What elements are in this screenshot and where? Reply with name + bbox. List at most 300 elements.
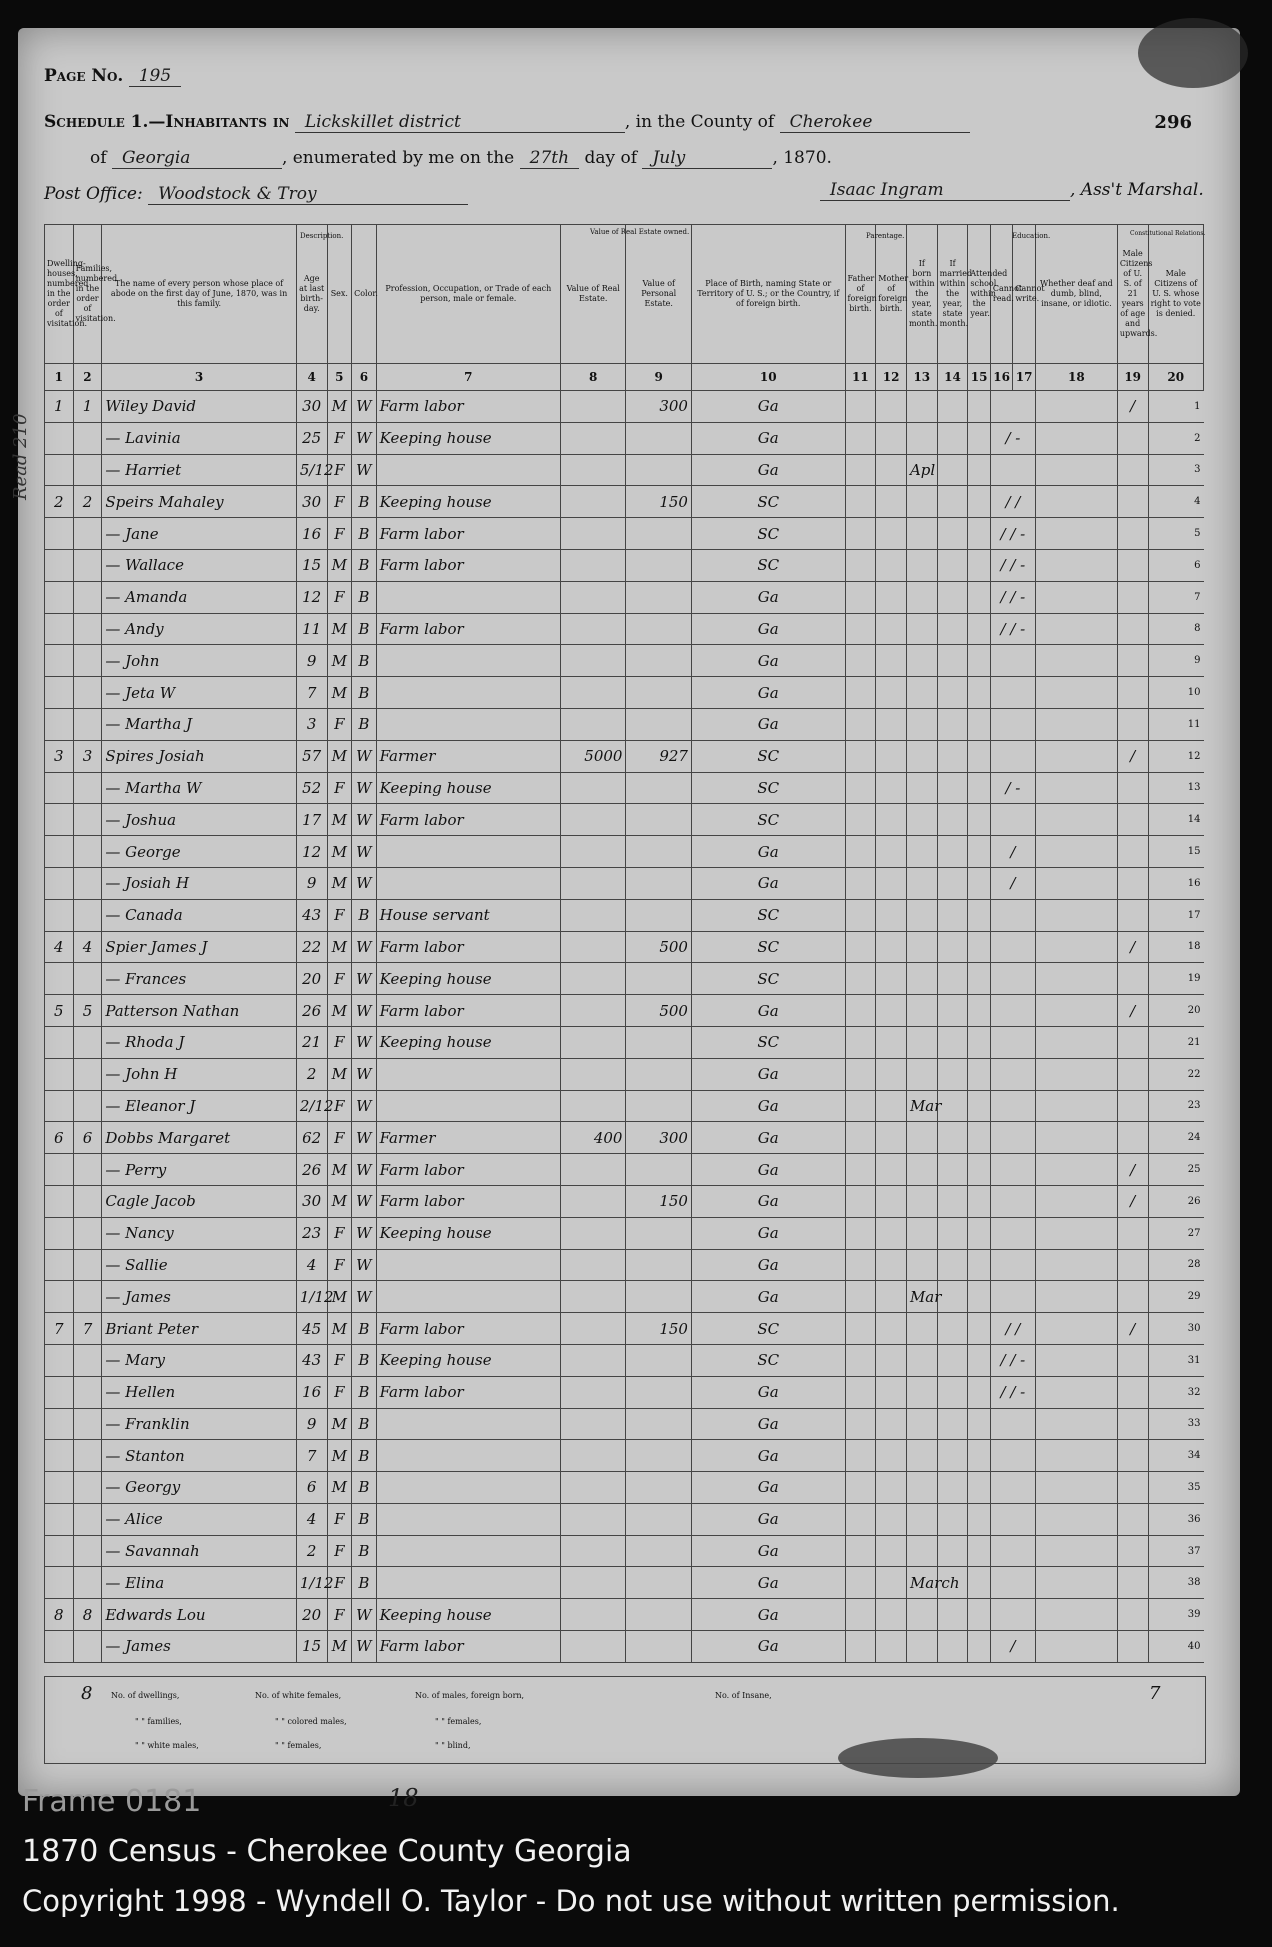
dwelling-number — [45, 1503, 74, 1535]
sex: M — [327, 613, 352, 645]
mother-foreign — [876, 1567, 907, 1599]
table-row — [45, 1503, 1204, 1535]
table-row — [45, 1376, 1204, 1408]
school — [968, 1408, 991, 1440]
father-foreign — [845, 1472, 876, 1504]
education-marks — [990, 1026, 1035, 1058]
real-estate-value — [560, 1058, 626, 1090]
line-number: 19 — [1148, 963, 1203, 995]
dwelling-number — [45, 1631, 74, 1663]
line-number: 34 — [1148, 1440, 1203, 1472]
birth-month — [906, 931, 937, 963]
age: 15 — [296, 549, 327, 581]
color: W — [352, 1058, 377, 1090]
disability — [1035, 1376, 1117, 1408]
occupation: Farmer — [376, 1122, 560, 1154]
father-foreign — [845, 454, 876, 486]
family-number — [73, 1376, 102, 1408]
summary-dwellings: No. of dwellings, — [111, 1691, 180, 1700]
married-month — [937, 1313, 968, 1345]
male-citizen-mark — [1117, 1344, 1148, 1376]
table-row — [45, 1599, 1204, 1631]
family-number — [73, 1567, 102, 1599]
disability — [1035, 645, 1117, 677]
school — [968, 1090, 991, 1122]
age: 12 — [296, 581, 327, 613]
mother-foreign — [876, 518, 907, 550]
person-name: — John — [102, 645, 297, 677]
school — [968, 1185, 991, 1217]
col-father-foreign: Father of foreign birth. — [845, 225, 876, 364]
male-citizen-mark — [1117, 1090, 1148, 1122]
father-foreign — [845, 422, 876, 454]
sex: F — [327, 422, 352, 454]
column-number: 18 — [1035, 364, 1117, 391]
col-occupation: Profession, Occupation, or Trade of each person, male or female. — [376, 225, 560, 364]
male-citizen-mark — [1117, 804, 1148, 836]
birth-month — [906, 1344, 937, 1376]
sex: M — [327, 836, 352, 868]
age: 43 — [296, 899, 327, 931]
mother-foreign — [876, 963, 907, 995]
father-foreign — [845, 1281, 876, 1313]
real-estate-value — [560, 1599, 626, 1631]
dwelling-number — [45, 1535, 74, 1567]
line-number: 20 — [1148, 995, 1203, 1027]
married-month — [937, 995, 968, 1027]
line-number: 31 — [1148, 1344, 1203, 1376]
occupation: Keeping house — [376, 1026, 560, 1058]
mother-foreign — [876, 1440, 907, 1472]
dwelling-number — [45, 613, 74, 645]
summary-insane: No. of Insane, — [715, 1691, 772, 1700]
married-month — [937, 931, 968, 963]
family-number — [73, 677, 102, 709]
education-marks — [990, 1058, 1035, 1090]
father-foreign — [845, 1313, 876, 1345]
dwelling-number: 3 — [45, 740, 74, 772]
personal-estate-value — [626, 454, 692, 486]
line-number: 33 — [1148, 1408, 1203, 1440]
post-office-line: Post Office: Woodstock & Troy — [44, 184, 468, 205]
family-number — [73, 1090, 102, 1122]
person-name: — Andy — [102, 613, 297, 645]
age: 9 — [296, 1408, 327, 1440]
table-row — [45, 1472, 1204, 1504]
color: B — [352, 486, 377, 518]
school — [968, 1281, 991, 1313]
sex: F — [327, 1090, 352, 1122]
summary-white-females: No. of white females, — [255, 1691, 342, 1700]
column-number: 11 — [845, 364, 876, 391]
family-number — [73, 549, 102, 581]
personal-estate-value — [626, 1503, 692, 1535]
person-name: — Rhoda J — [102, 1026, 297, 1058]
mother-foreign — [876, 772, 907, 804]
line-number: 27 — [1148, 1217, 1203, 1249]
table-row — [45, 422, 1204, 454]
occupation: House servant — [376, 899, 560, 931]
birthplace: Ga — [691, 867, 845, 899]
birth-month — [906, 422, 937, 454]
school — [968, 486, 991, 518]
color: B — [352, 677, 377, 709]
person-name: — Mary — [102, 1344, 297, 1376]
line-number: 11 — [1148, 708, 1203, 740]
birth-month — [906, 1535, 937, 1567]
real-estate-value — [560, 867, 626, 899]
real-estate-value — [560, 1090, 626, 1122]
color: B — [352, 613, 377, 645]
occupation: Keeping house — [376, 772, 560, 804]
birth-month — [906, 740, 937, 772]
person-name: — Elina — [102, 1567, 297, 1599]
family-number: 3 — [73, 740, 102, 772]
occupation — [376, 836, 560, 868]
line-number: 17 — [1148, 899, 1203, 931]
occupation — [376, 677, 560, 709]
mother-foreign — [876, 708, 907, 740]
summary-blind: " " blind, — [435, 1741, 471, 1750]
sex: M — [327, 1154, 352, 1186]
disability — [1035, 1249, 1117, 1281]
line-number: 32 — [1148, 1376, 1203, 1408]
personal-estate-value — [626, 581, 692, 613]
dwelling-number — [45, 963, 74, 995]
age: 57 — [296, 740, 327, 772]
school — [968, 899, 991, 931]
disability — [1035, 486, 1117, 518]
col-age: Age at last birth-day. — [296, 225, 327, 364]
line-number: 26 — [1148, 1185, 1203, 1217]
school — [968, 1344, 991, 1376]
dwelling-number — [45, 454, 74, 486]
age: 21 — [296, 1026, 327, 1058]
birth-month: Mar — [906, 1281, 937, 1313]
father-foreign — [845, 645, 876, 677]
family-number — [73, 645, 102, 677]
family-number — [73, 963, 102, 995]
mother-foreign — [876, 486, 907, 518]
occupation — [376, 645, 560, 677]
person-name: — James — [102, 1281, 297, 1313]
occupation — [376, 1472, 560, 1504]
person-name: — Alice — [102, 1503, 297, 1535]
table-row — [45, 677, 1204, 709]
age: 22 — [296, 931, 327, 963]
disability — [1035, 995, 1117, 1027]
personal-estate-value — [626, 804, 692, 836]
father-foreign — [845, 1535, 876, 1567]
personal-estate-value — [626, 1026, 692, 1058]
dwelling-number: 1 — [45, 391, 74, 423]
father-foreign — [845, 1631, 876, 1663]
school — [968, 867, 991, 899]
birth-month — [906, 677, 937, 709]
birth-month — [906, 1599, 937, 1631]
color: W — [352, 1249, 377, 1281]
dwelling-number — [45, 1472, 74, 1504]
dwelling-number: 5 — [45, 995, 74, 1027]
education-marks — [990, 1154, 1035, 1186]
column-number: 1 — [45, 364, 74, 391]
dwelling-number — [45, 867, 74, 899]
school — [968, 804, 991, 836]
birthplace: SC — [691, 899, 845, 931]
sex: M — [327, 740, 352, 772]
column-number: 4 — [296, 364, 327, 391]
occupation — [376, 1408, 560, 1440]
occupation: Keeping house — [376, 963, 560, 995]
title-caption: 1870 Census - Cherokee County Georgia — [22, 1834, 632, 1869]
column-numbers — [45, 364, 1204, 391]
male-citizen-mark — [1117, 677, 1148, 709]
table-row — [45, 1090, 1204, 1122]
line-number: 7 — [1148, 581, 1203, 613]
mother-foreign — [876, 1185, 907, 1217]
married-month — [937, 772, 968, 804]
education-marks — [990, 1535, 1035, 1567]
dwelling-number — [45, 518, 74, 550]
dwellings-count: 8 — [81, 1683, 93, 1704]
education-marks: / / - — [990, 581, 1035, 613]
family-number: 1 — [73, 391, 102, 423]
mother-foreign — [876, 1281, 907, 1313]
family-number — [73, 1503, 102, 1535]
personal-estate-value — [626, 1535, 692, 1567]
father-foreign — [845, 391, 876, 423]
col-cannot-read: Cannot read. — [990, 225, 1013, 364]
mother-foreign — [876, 1599, 907, 1631]
dwelling-number — [45, 1440, 74, 1472]
father-foreign — [845, 1122, 876, 1154]
family-number — [73, 422, 102, 454]
married-month — [937, 708, 968, 740]
real-estate-value — [560, 836, 626, 868]
sheet-number: 296 — [1154, 112, 1192, 133]
line-number: 14 — [1148, 804, 1203, 836]
person-name: — Martha J — [102, 708, 297, 740]
birth-month — [906, 772, 937, 804]
age: 1/12 — [296, 1281, 327, 1313]
birth-month — [906, 1249, 937, 1281]
birthplace: Ga — [691, 422, 845, 454]
column-number: 14 — [937, 364, 968, 391]
education-marks — [990, 995, 1035, 1027]
father-foreign — [845, 1090, 876, 1122]
line-number: 16 — [1148, 867, 1203, 899]
personal-estate-value — [626, 549, 692, 581]
birthplace: Ga — [691, 1249, 845, 1281]
school — [968, 1122, 991, 1154]
table-row — [45, 1026, 1204, 1058]
married-month — [937, 867, 968, 899]
line-number: 9 — [1148, 645, 1203, 677]
male-citizen-mark: / — [1117, 1154, 1148, 1186]
column-headers — [45, 225, 1204, 364]
real-estate-value — [560, 1313, 626, 1345]
age: 25 — [296, 422, 327, 454]
father-foreign — [845, 1185, 876, 1217]
birthplace: Ga — [691, 613, 845, 645]
birth-month — [906, 581, 937, 613]
dwelling-number — [45, 1408, 74, 1440]
line-number: 38 — [1148, 1567, 1203, 1599]
disability — [1035, 1535, 1117, 1567]
personal-estate-value: 150 — [626, 486, 692, 518]
line-number: 5 — [1148, 518, 1203, 550]
birth-month — [906, 1631, 937, 1663]
school — [968, 613, 991, 645]
male-citizen-mark — [1117, 836, 1148, 868]
personal-estate-value — [626, 677, 692, 709]
real-estate-value — [560, 1535, 626, 1567]
married-month — [937, 613, 968, 645]
family-number — [73, 772, 102, 804]
mother-foreign — [876, 454, 907, 486]
birthplace: Ga — [691, 645, 845, 677]
table-row — [45, 1249, 1204, 1281]
disability — [1035, 1599, 1117, 1631]
education-marks: / - — [990, 422, 1035, 454]
color: B — [352, 1503, 377, 1535]
line-number: 13 — [1148, 772, 1203, 804]
dwelling-number: 7 — [45, 1313, 74, 1345]
color: B — [352, 1535, 377, 1567]
birth-month: March — [906, 1567, 937, 1599]
education-marks — [990, 1249, 1035, 1281]
disability — [1035, 899, 1117, 931]
color: W — [352, 995, 377, 1027]
birthplace: Ga — [691, 1440, 845, 1472]
school — [968, 1217, 991, 1249]
line-number: 10 — [1148, 677, 1203, 709]
disability — [1035, 836, 1117, 868]
real-estate-value — [560, 1185, 626, 1217]
family-number — [73, 804, 102, 836]
personal-estate-value — [626, 836, 692, 868]
color: B — [352, 1313, 377, 1345]
column-number: 20 — [1148, 364, 1203, 391]
disability — [1035, 1122, 1117, 1154]
dwelling-number — [45, 1249, 74, 1281]
census-table — [44, 224, 1204, 1663]
birth-month — [906, 1122, 937, 1154]
mother-foreign — [876, 1376, 907, 1408]
person-name: — Harriet — [102, 454, 297, 486]
married-month — [937, 454, 968, 486]
education-marks — [990, 804, 1035, 836]
male-citizen-mark — [1117, 422, 1148, 454]
sex: F — [327, 899, 352, 931]
color: W — [352, 931, 377, 963]
birth-month — [906, 1217, 937, 1249]
sex: M — [327, 677, 352, 709]
line-number: 12 — [1148, 740, 1203, 772]
birthplace: SC — [691, 1344, 845, 1376]
birthplace: Ga — [691, 1090, 845, 1122]
disability — [1035, 1281, 1117, 1313]
married-month — [937, 899, 968, 931]
school — [968, 1631, 991, 1663]
sex: F — [327, 963, 352, 995]
column-number: 10 — [691, 364, 845, 391]
occupation: Farm labor — [376, 391, 560, 423]
dwelling-number: 2 — [45, 486, 74, 518]
col-family: Families, numbered in the order of visitation. — [73, 225, 102, 364]
occupation — [376, 454, 560, 486]
color: W — [352, 963, 377, 995]
age: 23 — [296, 1217, 327, 1249]
school — [968, 1567, 991, 1599]
color: W — [352, 804, 377, 836]
disability — [1035, 804, 1117, 836]
disability — [1035, 772, 1117, 804]
table-row — [45, 1122, 1204, 1154]
school — [968, 549, 991, 581]
male-citizen-mark — [1117, 963, 1148, 995]
real-estate-value: 400 — [560, 1122, 626, 1154]
birthplace: SC — [691, 1026, 845, 1058]
father-foreign — [845, 1440, 876, 1472]
school — [968, 1313, 991, 1345]
color: B — [352, 518, 377, 550]
school — [968, 454, 991, 486]
color: B — [352, 1408, 377, 1440]
age: 3 — [296, 708, 327, 740]
school — [968, 772, 991, 804]
mother-foreign — [876, 1472, 907, 1504]
birthplace: Ga — [691, 1281, 845, 1313]
male-citizen-mark — [1117, 613, 1148, 645]
column-number: 5 — [327, 364, 352, 391]
disability — [1035, 1217, 1117, 1249]
schedule-line: Schedule 1.—Inhabitants in Lickskillet district , in the County of Cherokee — [44, 112, 970, 133]
marshal-line: Isaac Ingram , Ass't Marshal. — [820, 180, 1204, 201]
disability — [1035, 1026, 1117, 1058]
disability — [1035, 391, 1117, 423]
dwelling-number — [45, 899, 74, 931]
table-row — [45, 995, 1204, 1027]
disability — [1035, 963, 1117, 995]
male-citizen-mark — [1117, 1440, 1148, 1472]
male-citizen-mark — [1117, 454, 1148, 486]
birthplace: SC — [691, 486, 845, 518]
table-row — [45, 1631, 1204, 1663]
disability — [1035, 1058, 1117, 1090]
line-number: 2 — [1148, 422, 1203, 454]
real-estate-value — [560, 772, 626, 804]
occupation — [376, 1567, 560, 1599]
color: W — [352, 422, 377, 454]
family-number — [73, 1249, 102, 1281]
personal-estate-value — [626, 1281, 692, 1313]
person-name: — Amanda — [102, 581, 297, 613]
frame-caption: Frame 0181 — [22, 1784, 202, 1819]
line-number: 15 — [1148, 836, 1203, 868]
birth-month: Apl — [906, 454, 937, 486]
table-row — [45, 899, 1204, 931]
real-estate-value — [560, 1567, 626, 1599]
copyright-caption: Copyright 1998 - Wyndell O. Taylor - Do not use without written permission. — [22, 1884, 1120, 1918]
age: 52 — [296, 772, 327, 804]
age: 7 — [296, 677, 327, 709]
education-marks: / / - — [990, 613, 1035, 645]
person-name: — John H — [102, 1058, 297, 1090]
line-number: 37 — [1148, 1535, 1203, 1567]
color: B — [352, 1440, 377, 1472]
married-month — [937, 518, 968, 550]
